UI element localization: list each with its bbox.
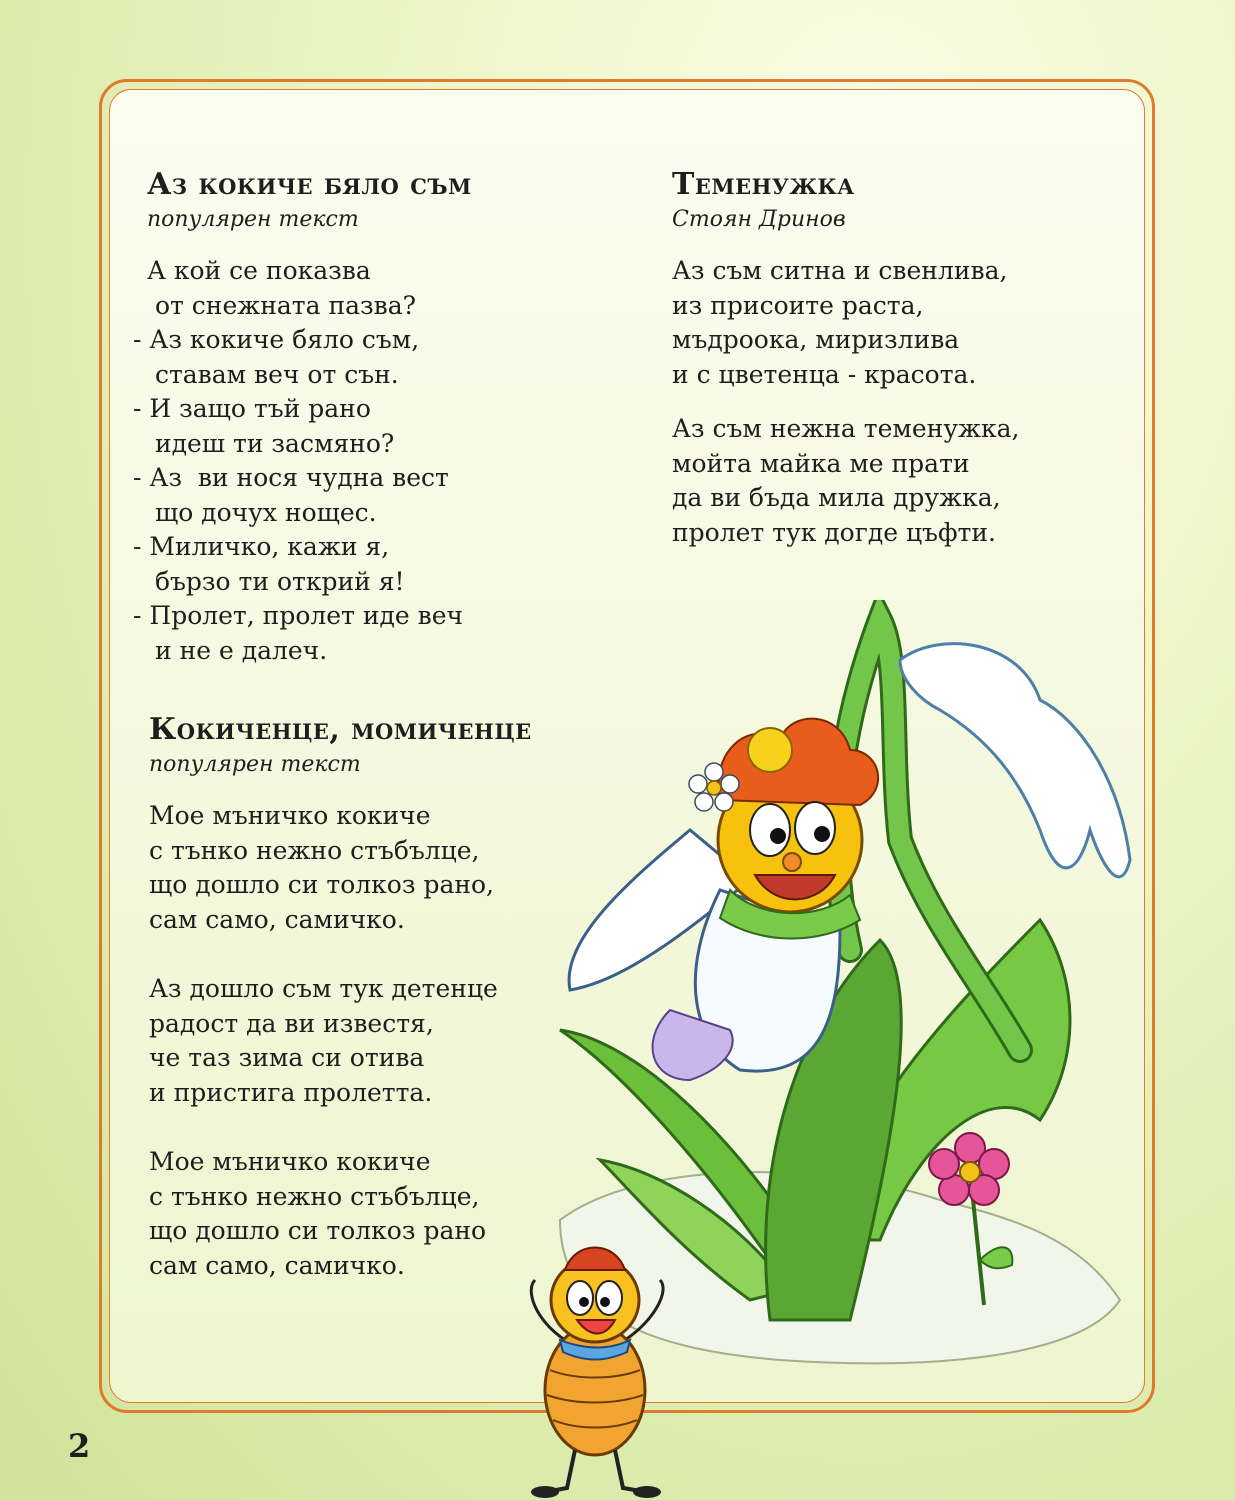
poem-3 [672,168,1112,550]
poem-line: - Аз ви нося чудна вест [133,463,449,492]
poem-line: мъдроока, миризлива [672,325,960,354]
poem-line: идеш ти засмяно? [147,428,395,458]
beetle-character-icon [505,1200,685,1500]
poem-title: Теменужка [672,167,855,202]
poem-line: - И защо тъй рано [133,394,371,423]
poem-line: сам само, самичко. [149,1250,405,1280]
poem-line: радост да ви известя, [149,1008,434,1038]
poem-line: що дочух нощес. [147,497,377,527]
poem-author: популярен текст [149,752,361,777]
poem-1 [133,167,597,668]
stanza [672,254,1112,392]
poem-line: и пристига пролетта. [149,1077,433,1107]
poem-line: - Пролет, пролет иде веч [133,601,464,630]
poem-line: - Аз кокиче бяло съм, [133,325,420,354]
poem-line: и с цветенца - красота. [672,359,977,389]
stanza [672,412,1112,550]
poem-line: и не е далеч. [147,635,328,665]
poem-title: Кокиченце, момиченце [149,712,532,747]
poem-line: из присоите раста, [672,290,924,320]
poem-author: Стоян Дринов [672,207,846,232]
pink-flower-icon [920,1130,1020,1310]
poem-line: с тънко нежно стъбълце, [149,1181,480,1211]
poem-line: пролет тук догде цъфти. [672,517,996,547]
poem-line: с тънко нежно стъбълце, [149,835,480,865]
page-number: 2 [68,1427,91,1465]
poem-line: Мое мъничко кокиче [149,801,431,830]
poem-line: да ви бъда мила дружка, [672,483,1001,512]
poem-line: Аз съм ситна и свенлива, [672,256,1008,285]
poem-line: сам само, самичко. [149,904,405,934]
poem-line: че таз зима си отива [149,1043,425,1072]
poem-line: що дошло си толкоз рано, [149,870,495,899]
poem-line: - Миличко, кажи я, [133,532,390,561]
poem-line: Мое мъничко кокиче [149,1147,431,1176]
poem-title: Аз кокиче бяло съм [147,167,472,202]
poem-line: бързо ти открий я! [147,566,405,596]
poem-line: ставам веч от сън. [147,359,399,389]
poem-line: Аз съм нежна теменужка, [672,414,1020,443]
poem-author: популярен текст [147,207,359,232]
poem-line: Аз дошло съм тук детенце [149,974,498,1003]
white-daisy-icon [688,762,740,814]
poem-line: мойта майка ме прати [672,448,970,478]
poem-line: от снежната пазва? [147,290,417,320]
poem-line: що дошло си толкоз рано [149,1216,487,1245]
poem-line: А кой се показва [147,256,371,285]
